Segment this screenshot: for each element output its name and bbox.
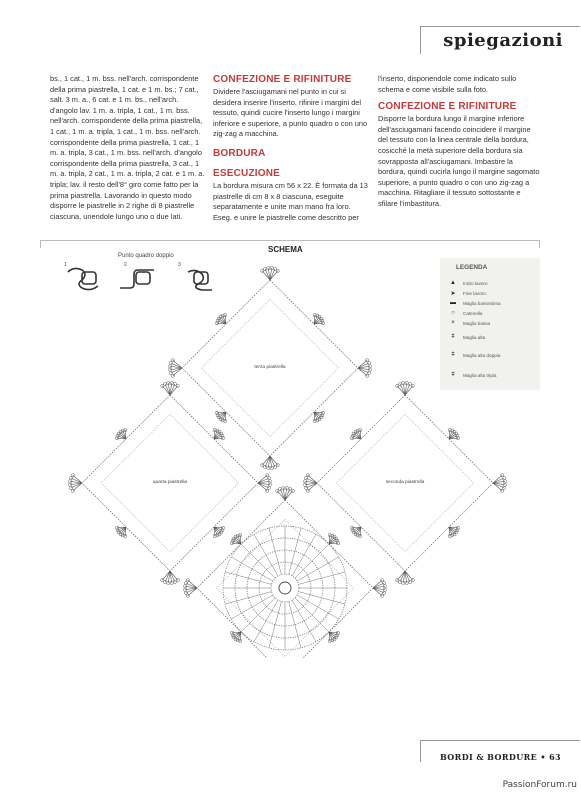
schema-title: SCHEMA <box>268 245 303 254</box>
rosette-spoke <box>289 528 301 574</box>
slip-stitch-icon: ▬ <box>450 300 456 306</box>
rosette-spoke <box>299 592 345 604</box>
single-crochet-icon: × <box>451 320 455 326</box>
legend-item-alta-doppia <box>448 352 500 358</box>
rosette-spoke <box>269 602 281 648</box>
tile-right-corner-fan-picot <box>306 474 309 477</box>
heading-confezione: CONFEZIONE E RIFINITURE <box>213 74 352 85</box>
legend-item-bassa <box>448 320 490 326</box>
tile-left-corner-fan-picot <box>71 474 74 477</box>
start-triangle-icon: ▲ <box>450 280 456 286</box>
col3-text-1: Disporre la bordura lungo il margine inferiore dell'asciugamani facendo coincidere il margine del tessuto con la linea centrale della bordura, cosicché la metà superiore della bordura sia sovrapposta all'asciugamani. Imbastire la bordura, quindi cucirla lungo il margine sagomato superiore, a punto quadro o con uno zig-zag a macchina. Ritagliare il tessuto sottostante e sfilare l'imbastitura. <box>378 114 540 208</box>
footer-separator: • <box>540 752 546 762</box>
heading-confezione-2: CONFEZIONE E RIFINITURE <box>378 101 517 113</box>
footer-book-title: BORDI & BORDURE <box>439 752 538 762</box>
legend-title: LEGENDA <box>456 264 488 271</box>
rosette-spoke <box>295 598 329 632</box>
stitch-label: Punto quadro doppio <box>118 253 174 259</box>
text-column-3 <box>378 74 540 210</box>
rosette-spoke <box>292 600 316 642</box>
tile-top-corner-fan-picot <box>261 464 264 467</box>
page-footer <box>440 752 561 762</box>
rosette-spoke <box>297 557 339 581</box>
tile-top-corner-fan-picot <box>366 374 369 377</box>
rosette-spoke <box>225 572 271 584</box>
legend-item-label: Maglia alta tripla <box>463 372 497 378</box>
watermark: PassionForum.ru <box>502 780 577 790</box>
rosette-spoke <box>292 534 316 576</box>
legend-box <box>440 258 540 390</box>
step-1-label: 1 <box>64 262 67 268</box>
double-crochet-icon: ǂ <box>451 334 455 340</box>
col2-text-2: La bordura misura cm 56 x 22. È formata da 13 piastrelle di cm 8 x 8 ciascuna, eseguite separatamente e unite man mano fra loro. Eseg. e unire le piastrelle come descritto per <box>213 180 368 222</box>
frame-right-tick <box>539 240 540 248</box>
rosette-spoke <box>241 544 275 578</box>
legend-item-alta-tripla <box>448 372 496 378</box>
tile-label-quarta: quarta piastrella <box>152 480 188 485</box>
legend-item-inizio <box>448 280 488 286</box>
legend-item-fine <box>448 290 486 297</box>
rosette-spoke <box>254 534 278 576</box>
footer-page-number: 63 <box>549 752 561 762</box>
legend-item-label: Maglia alta <box>463 334 486 340</box>
treble-crochet-icon: ǂ <box>451 352 455 358</box>
title-rule <box>420 26 580 27</box>
rosette-spoke <box>295 544 329 578</box>
text-column-2 <box>213 74 370 223</box>
rosette-spoke <box>225 592 271 604</box>
heading-esecuzione: ESECUZIONE <box>213 167 281 179</box>
col1-text: bs., 1 cat., 1 m. bss. nell'arch. corrispondente della prima piastrella, 1 cat. e 1 m. bs.; 7 cat., salt. 3 m. a., 6 cat. e 1 m. bs., nell'arch. d'angolo lav. 1 m. a. tripla, 1 cat., 1 m. bss. nell'arch. corrispondente della prima piastrella, 1 cat., 1 m. a. tripla, 1 cat., 1 m. bss. nell'arch. corrispondente della prima piastrella, 1 cat., 1 m. a. tripla, 3 cat., 1 m. bss. nell'arch. d'angolo corrispondente della prima piastrella, 3 cat., 1 m. a. tripla, 2 cat., 1 m. a. tripla, 2 cat. e 1 m. a. tripla; lav. il resto dell'8° giro come fatto per la prima piastrella. Lavorando in questo modo disporre le piastrelle in 2 righe di 8 piastrelle ciascuna, unendole lungo uno o due lati. <box>50 74 205 221</box>
step-3-label: 3 <box>178 262 181 268</box>
double-treble-icon: ǂ <box>451 372 455 378</box>
rosette-spoke <box>231 595 273 619</box>
col3-text-0: l'inserto, disponendole come indicato sullo schema e come visibile sulla foto. <box>378 74 517 94</box>
footer-rule <box>420 740 580 741</box>
legend-item-catenella <box>448 310 482 316</box>
rosette-spoke <box>269 528 281 574</box>
title-rule-vertical <box>420 26 421 54</box>
frame-left-tick <box>40 240 41 248</box>
legend-item-alta <box>448 334 485 340</box>
rosette-center <box>279 582 291 594</box>
tile-left-corner-fan-picot <box>161 579 164 582</box>
text-column-1 <box>50 74 205 222</box>
end-arrow-icon: ➤ <box>450 291 456 297</box>
tile-left-corner-fan-picot <box>69 486 72 489</box>
legend-item-label: Catenella <box>463 310 483 316</box>
rosette-spoke <box>254 600 278 642</box>
legend-item-label: Maglia bassa <box>463 320 491 326</box>
rosette-spoke <box>299 572 345 584</box>
legend-item-label: Fine lavoro <box>463 291 486 296</box>
step-2-label: 2 <box>124 262 127 268</box>
legend-item-label: Maglia alta doppia <box>463 352 501 358</box>
rosette-spoke <box>231 557 273 581</box>
rosette-spoke <box>289 602 301 648</box>
tile-label-terza: terza piastrella <box>254 365 286 370</box>
footer-rule-vertical <box>420 740 421 762</box>
rosette-spoke <box>297 595 339 619</box>
legend-item-bassissima <box>448 300 501 306</box>
section-title: spiegazioni <box>443 30 563 51</box>
legend-item-label: Inizio lavoro <box>463 280 488 286</box>
legend-item-label: Maglia bassissima <box>463 300 501 306</box>
chain-stitch-icon: ○ <box>451 310 455 316</box>
rosette-spoke <box>241 598 275 632</box>
rosette-ring <box>271 574 299 602</box>
tile-label-seconda: seconda piastrella <box>385 480 425 485</box>
col2-text-1: Dividere l'asciugamani nel punto in cui si desidera inserire l'inserto, rifinire i margini del tessuto, quindi cucire l'inserto lungo i margini inferiore e superiore, a punto quadro o con uno zig-zag a macchina. <box>213 87 368 139</box>
heading-bordura: BORDURA <box>213 147 266 159</box>
